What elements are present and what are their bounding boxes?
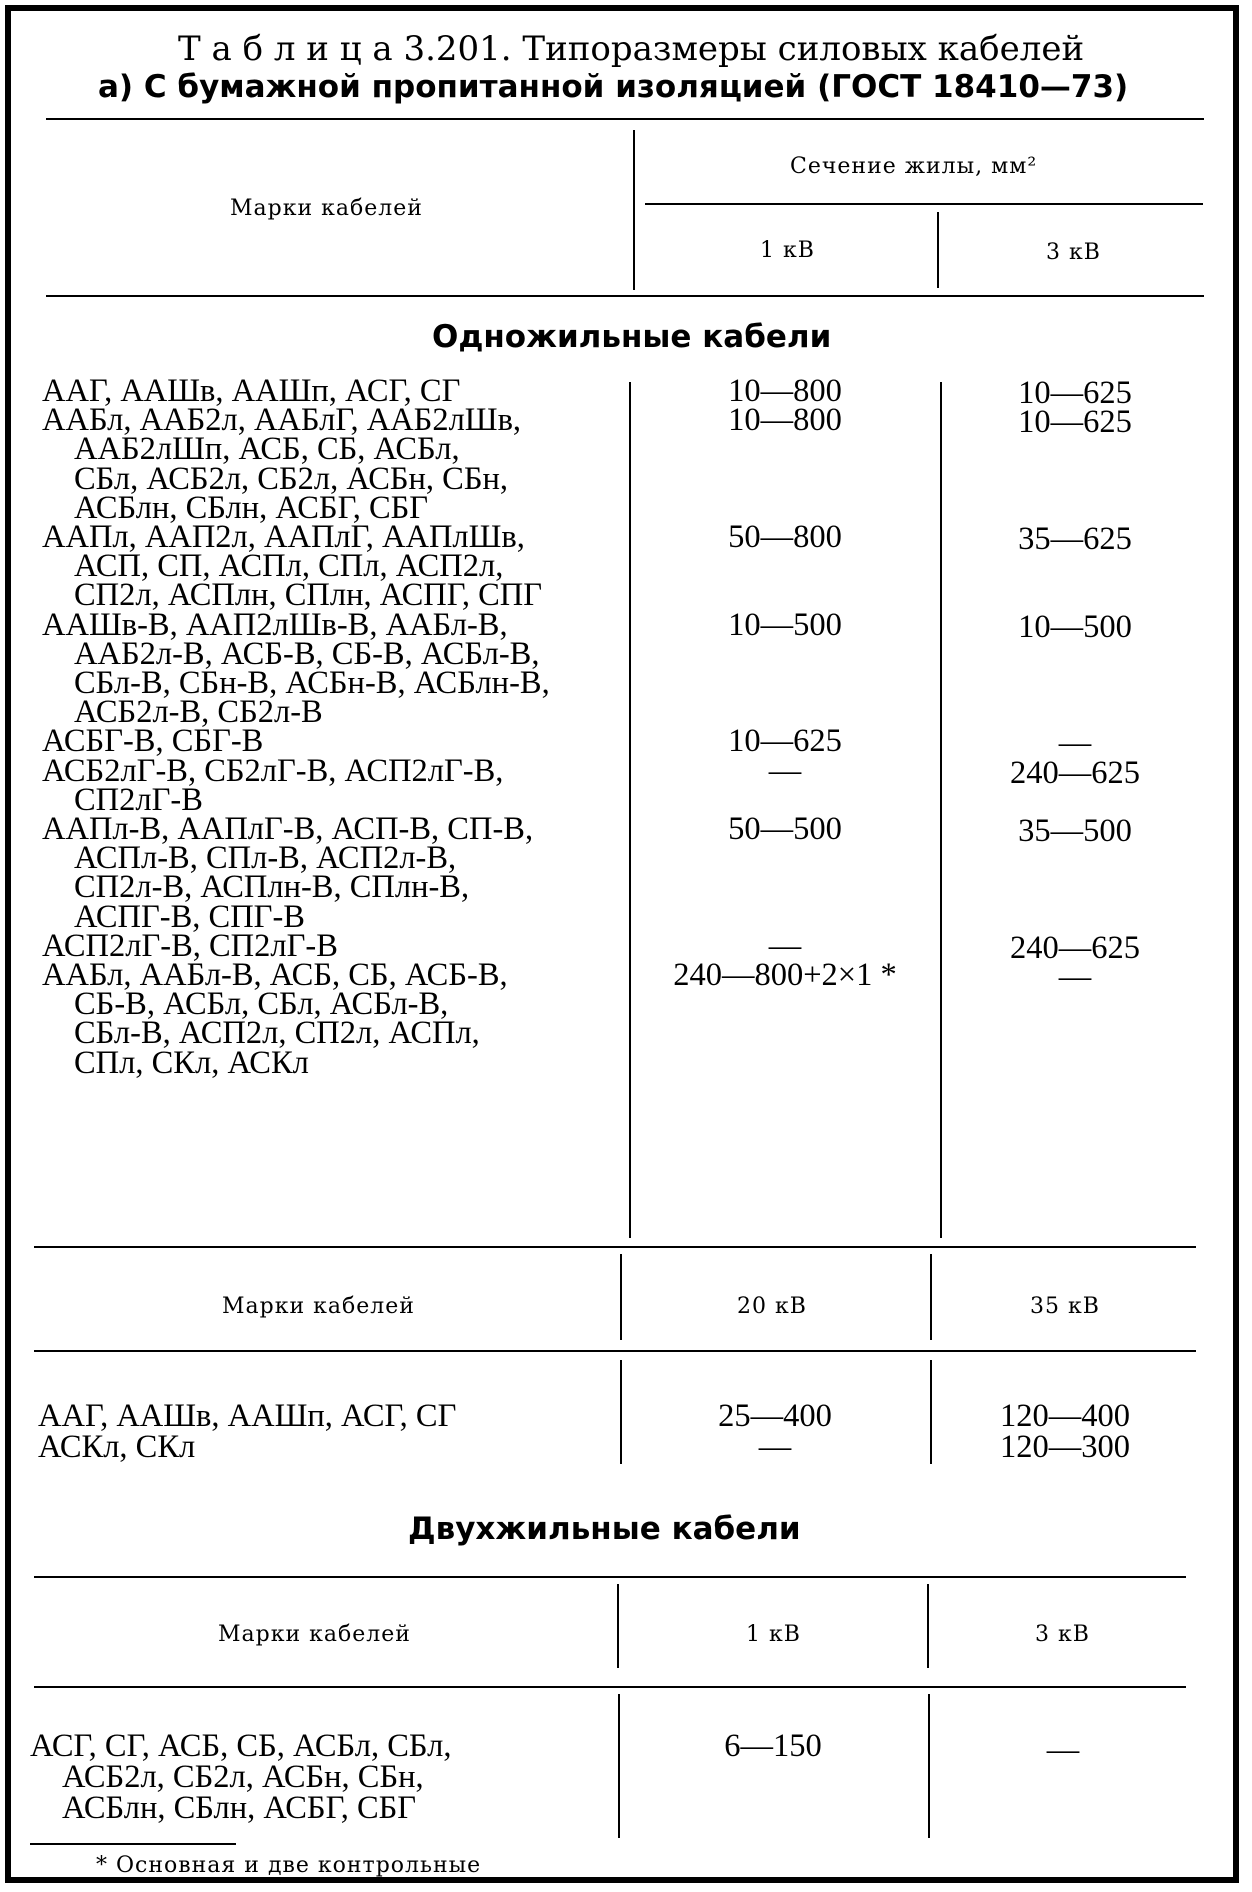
- cross-section-35kv: 120—300: [1000, 1429, 1130, 1465]
- cross-section-3kv: 240—625: [1010, 754, 1140, 791]
- two-core-body-divider-1: [618, 1694, 620, 1838]
- cable-brands-line: ААБл, ААБл-В, АСБ, СБ, АСБ-В,: [42, 957, 508, 993]
- hv-header-divider-2: [930, 1254, 932, 1340]
- cross-section-3kv: —: [1058, 725, 1092, 762]
- hv-header-col-20kv: 20 кВ: [737, 1294, 807, 1319]
- cable-brands-continuation: АСБлн, СБлн, АСБГ, СБГ: [74, 489, 429, 526]
- cable-brands-continuation: СП2л, АСПлн, СПлн, АСПГ, СПГ: [74, 577, 543, 614]
- two-core-header-col-1kv: 1 кВ: [746, 1622, 801, 1647]
- cable-brands-line: АСБ2лГ-В, СБ2лГ-В, АСП2лГ-В,: [42, 752, 504, 789]
- cross-section-1kv: 50—500: [728, 811, 842, 847]
- rule-top: [46, 118, 1204, 120]
- cable-brands-continuation: АСБлн, СБлн, АСБГ, СБГ: [62, 1790, 417, 1826]
- cable-brands-continuation: СП2лГ-В: [74, 781, 203, 818]
- hv-header-brand-label: Марки кабелей: [222, 1294, 415, 1319]
- cable-brands-continuation: СБл-В, СБн-В, АСБн-В, АСБлн-В,: [74, 665, 550, 701]
- hv-header-divider-1: [620, 1254, 622, 1340]
- header-divider-sub: [937, 212, 939, 288]
- cable-brands-continuation: АСПл-В, СПл-В, АСП2л-В,: [74, 840, 457, 877]
- rule-header-bottom: [46, 295, 1204, 297]
- cable-brands-continuation: СБл, АСБ2л, СБ2л, АСБн, СБн,: [74, 460, 509, 497]
- cross-section-3kv: 10—500: [1018, 608, 1132, 645]
- cross-section-3kv: 240—625: [1010, 929, 1140, 966]
- cable-brands-line: АСБГ-В, СБГ-В: [42, 723, 264, 760]
- cross-section-3kv: 10—625: [1018, 375, 1132, 411]
- cross-section-1kv: 240—800+2×1 *: [673, 957, 897, 993]
- cross-section-1kv: 10—500: [728, 606, 842, 643]
- header-brand-label: Марки кабелей: [230, 196, 423, 221]
- rule-single-end: [34, 1246, 1196, 1248]
- cross-section-1kv: 10—625: [728, 723, 842, 760]
- body-divider-1: [629, 382, 631, 1238]
- footnote-rule: [30, 1843, 236, 1845]
- cross-section-1kv: 10—800: [728, 402, 842, 439]
- cross-section-1kv: —: [768, 752, 802, 789]
- cross-section-20kv: —: [758, 1429, 792, 1465]
- hv-header-col-35kv: 35 кВ: [1030, 1294, 1100, 1319]
- section-title-single-core: Одножильные кабели: [432, 319, 832, 355]
- footnote: * Основная и две контрольные: [96, 1853, 482, 1878]
- two-core-body-divider-2: [928, 1694, 930, 1838]
- cross-section-3kv: —: [1046, 1732, 1080, 1768]
- cross-section-1kv: 10—800: [728, 373, 842, 409]
- header-col-1kv: 1 кВ: [760, 238, 815, 263]
- two-core-header-divider-1: [617, 1584, 619, 1668]
- cable-brands-continuation: СБл-В, АСП2л, СП2л, АСПл,: [74, 1015, 480, 1052]
- two-core-header-brand-label: Марки кабелей: [218, 1622, 411, 1647]
- cable-brands-line: АСКл, СКл: [38, 1429, 196, 1465]
- cable-brands-continuation: АСП, СП, АСПл, СПл, АСП2л,: [74, 548, 504, 585]
- cross-section-3kv: 35—500: [1018, 813, 1132, 849]
- cable-brands-line: ААПл, ААП2л, ААПлГ, ААПлШв,: [42, 519, 525, 555]
- cable-brands-continuation: СП2л-В, АСПлн-В, СПлн-В,: [74, 869, 470, 906]
- cross-section-1kv: 6—150: [724, 1728, 822, 1764]
- hv-body-divider-2: [930, 1360, 932, 1464]
- cable-brands-continuation: СПл, СКл, АСКл: [74, 1044, 309, 1081]
- cable-brands-continuation: АСПГ-В, СПГ-В: [74, 898, 305, 935]
- cable-brands-line: ААПл-В, ААПлГ-В, АСП-В, СП-В,: [42, 811, 534, 847]
- cable-brands-continuation: АСБ2л-В, СБ2л-В: [74, 694, 323, 731]
- cross-section-1kv: —: [768, 927, 802, 964]
- cross-section-35kv: 120—400: [1000, 1398, 1130, 1434]
- header-col-3kv: 3 кВ: [1046, 240, 1101, 265]
- cable-brands-line: ААГ, ААШв, ААШп, АСГ, СГ: [42, 373, 461, 409]
- cable-brands-continuation: ААБ2лШп, АСБ, СБ, АСБл,: [74, 431, 460, 468]
- table-caption-line2: а) С бумажной пропитанной изоляцией (ГОСТ 18410—73): [98, 69, 1129, 105]
- cable-brands-continuation: АСБ2л, СБ2л, АСБн, СБн,: [62, 1759, 424, 1795]
- hv-body-divider-1: [620, 1360, 622, 1464]
- cross-section-1kv: 50—800: [728, 519, 842, 555]
- table-caption-line1: Т а б л и ц а 3.201. Типоразмеры силовых кабелей: [178, 29, 1085, 69]
- cable-brands-continuation: СБ-В, АСБл, СБл, АСБл-В,: [74, 986, 449, 1023]
- cross-section-20kv: 25—400: [718, 1398, 832, 1434]
- cross-section-3kv: 10—625: [1018, 404, 1132, 441]
- rule-hv-header-bottom: [34, 1350, 1196, 1352]
- cross-section-3kv: 35—625: [1018, 521, 1132, 557]
- cable-brands-line: АСП2лГ-В, СП2лГ-В: [42, 927, 338, 964]
- cable-brands-line: ААГ, ААШв, ААШп, АСГ, СГ: [38, 1398, 457, 1434]
- cable-brands-line: ААБл, ААБ2л, ААБлГ, ААБ2лШв,: [42, 402, 522, 439]
- cable-brands-line: ААШв-В, ААП2лШв-В, ААБл-В,: [42, 606, 508, 643]
- rule-header-sub: [645, 203, 1203, 205]
- rule-two-core-top: [34, 1576, 1186, 1578]
- header-divider-main: [633, 130, 635, 290]
- two-core-header-divider-2: [927, 1584, 929, 1668]
- body-divider-2: [940, 382, 942, 1238]
- cross-section-3kv: —: [1058, 959, 1092, 995]
- cable-brands-line: АСГ, СГ, АСБ, СБ, АСБл, СБл,: [30, 1728, 452, 1764]
- cable-brands-continuation: ААБ2л-В, АСБ-В, СБ-В, АСБл-В,: [74, 635, 540, 672]
- two-core-header-col-3kv: 3 кВ: [1035, 1622, 1090, 1647]
- rule-two-core-header-bottom: [34, 1686, 1186, 1688]
- header-section-label: Сечение жилы, мм²: [790, 154, 1038, 179]
- section-title-two-core: Двухжильные кабели: [408, 1511, 801, 1547]
